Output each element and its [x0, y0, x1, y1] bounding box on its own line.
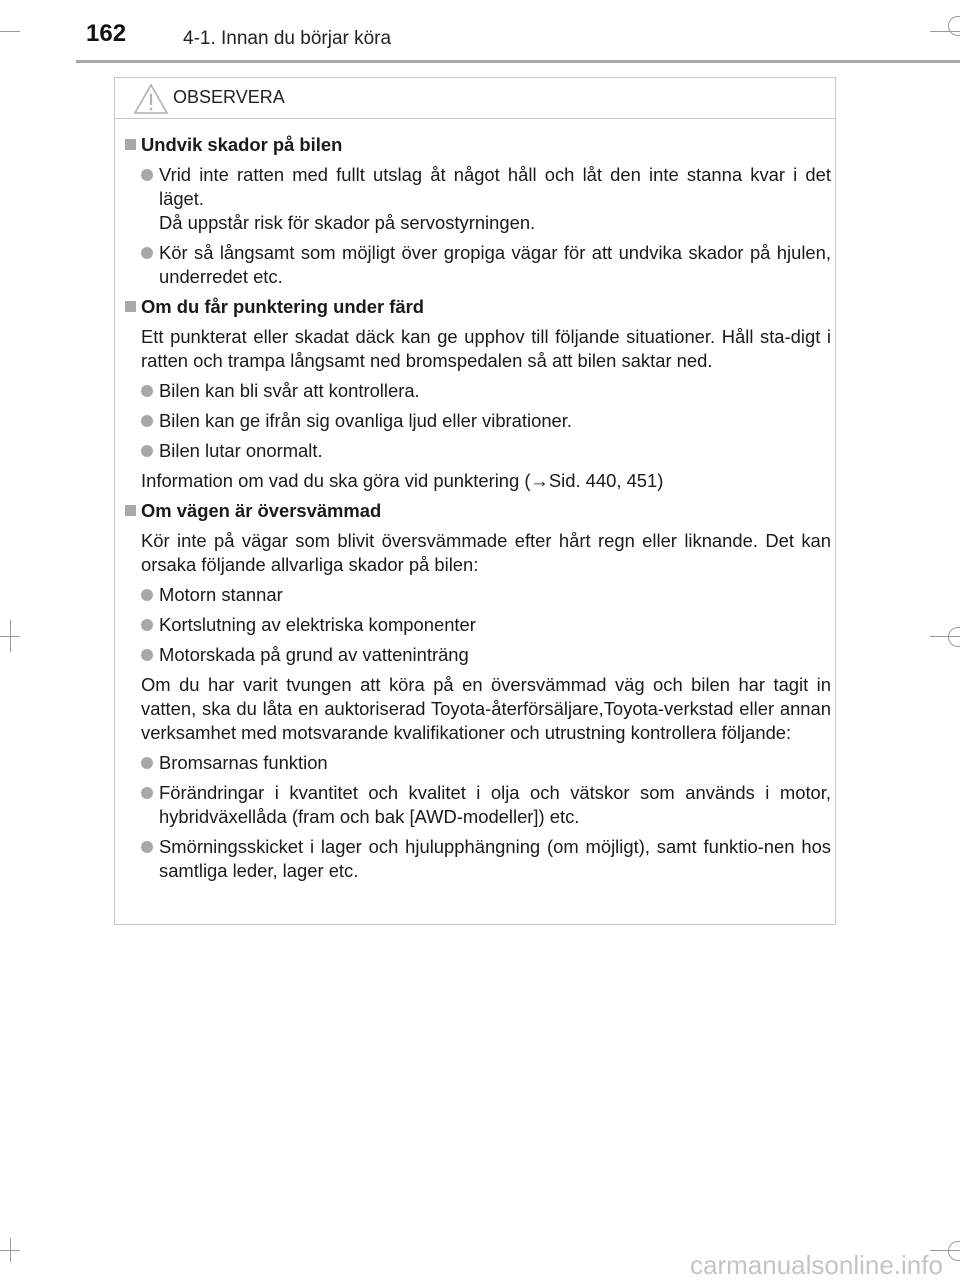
bullet-dot-icon [141, 619, 153, 631]
heading-square-icon [125, 301, 136, 312]
list-item: Kortslutning av elektriska komponenter [123, 613, 831, 637]
list-item: Motorskada på grund av vatteninträng [123, 643, 831, 667]
heading-avoid-damage: Undvik skador på bilen [123, 133, 831, 157]
list-item: Bilen kan bli svår att kontrollera. [123, 379, 831, 403]
bullet-dot-icon [141, 757, 153, 769]
list-item: Vrid inte ratten med fullt utslag åt något håll och låt den inte stanna kvar i det läget. [123, 163, 831, 211]
observera-header [115, 78, 835, 119]
page-header [0, 0, 960, 64]
list-item: Bilen lutar onormalt. [123, 439, 831, 463]
bullet-dot-icon [141, 649, 153, 661]
list-item: Bromsarnas funktion [123, 751, 831, 775]
bullet-dot-icon [141, 841, 153, 853]
paragraph: Kör inte på vägar som blivit översvämmade efter hårt regn eller liknande. Det kan orsaka följande allvarliga skador på bilen: [141, 530, 831, 575]
paragraph: Ett punkterat eller skadat däck kan ge upphov till följande situationer. Håll sta-digt i ratten och trampa långsamt ned bromspedalen så att bilen saktar ned. [141, 326, 831, 371]
list-item: Bilen kan ge ifrån sig ovanliga ljud eller vibrationer. [123, 409, 831, 433]
bullet-dot-icon [141, 445, 153, 457]
list-item: Smörningsskicket i lager och hjulupphängning (om möjligt), samt funktio-nen hos samtliga leder, lager etc. [123, 835, 831, 883]
list-item: Förändringar i kvantitet och kvalitet i olja och vätskor som används i motor, hybridväxellåda (fram och bak [AWD-modeller]) etc. [123, 781, 831, 829]
heading-puncture: Om du får punktering under färd [123, 295, 831, 319]
warning-triangle-icon [133, 83, 169, 115]
footer-watermark: carmanualsonline.info [690, 1250, 943, 1280]
observera-title: OBSERVERA [173, 87, 285, 107]
page-reference: Information om vad du ska göra vid punktering (→Sid. 440, 451) [141, 470, 664, 491]
header-rule [76, 60, 960, 63]
crop-mark-mid-left-v [10, 620, 11, 652]
list-item: Kör så långsamt som möjligt över gropiga vägar för att undvika skador på hjulen, underredet etc. [123, 241, 831, 289]
bullet-dot-icon [141, 589, 153, 601]
bullet-dot-icon [141, 169, 153, 181]
observera-box [114, 77, 836, 925]
registration-mark-bottom-right [948, 1241, 960, 1261]
heading-flooded-road: Om vägen är översvämmad [123, 499, 831, 523]
registration-mark-mid-right [948, 627, 960, 647]
bullet-dot-icon [141, 385, 153, 397]
observera-content [123, 133, 831, 889]
list-item: Motorn stannar [123, 583, 831, 607]
bullet-dot-icon [141, 787, 153, 799]
paragraph: Om du har varit tvungen att köra på en översvämmad väg och bilen har tagit in vatten, ska du låta en auktoriserad Toyota-återförsäljare,Toyota-verkstad eller annan verksamhet med motsvarande kvalifikationer och utrustning kontrollera följande: [141, 674, 831, 743]
heading-square-icon [125, 139, 136, 150]
bullet-dot-icon [141, 415, 153, 427]
section-title: 4-1. Innan du börjar köra [183, 28, 392, 49]
list-item-note: Då uppstår risk för skador på servostyrningen. [159, 212, 536, 233]
heading-square-icon [125, 505, 136, 516]
bullet-dot-icon [141, 247, 153, 259]
crop-mark-bottom-left-v [10, 1238, 11, 1262]
page-number: 162 [86, 20, 127, 47]
